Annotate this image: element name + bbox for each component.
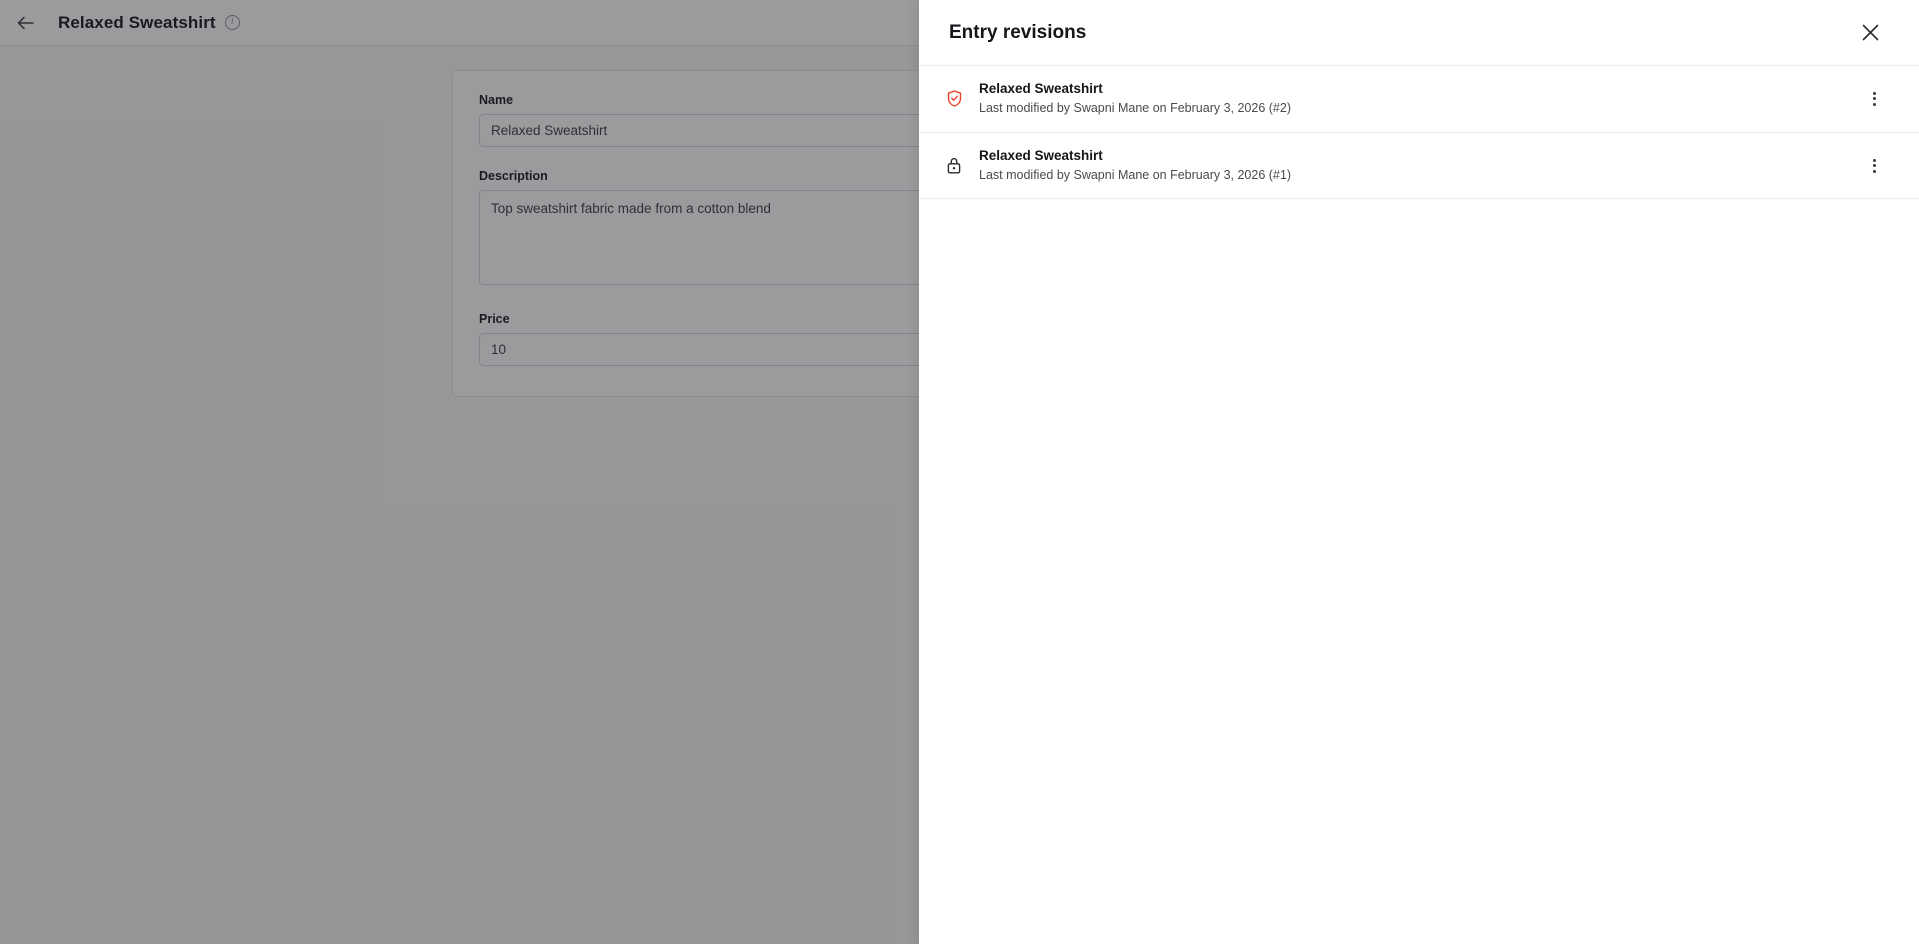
revision-list-item[interactable] — [919, 133, 1919, 200]
info-icon[interactable]: i — [225, 15, 240, 30]
shield-check-icon — [947, 90, 975, 107]
kebab-menu-icon[interactable] — [1863, 155, 1885, 177]
field-label-name: Name — [479, 93, 514, 107]
revision-meta: Last modified by Swapni Mane on February 3, 2026 (#1) — [979, 167, 1291, 182]
revision-list — [919, 66, 1919, 944]
field-label-description: Description — [479, 169, 548, 183]
page-title: Relaxed Sweatshirt — [58, 12, 216, 32]
revision-text — [975, 80, 1863, 118]
revision-list-item[interactable] — [919, 66, 1919, 133]
drawer-header — [919, 0, 1919, 66]
revision-title: Relaxed Sweatshirt — [979, 81, 1103, 96]
kebab-menu-icon[interactable] — [1863, 88, 1885, 110]
revision-meta: Last modified by Swapni Mane on February 3, 2026 (#2) — [979, 101, 1291, 116]
drawer-title: Entry revisions — [949, 21, 1087, 43]
revision-title: Relaxed Sweatshirt — [979, 147, 1103, 163]
close-icon[interactable] — [1857, 20, 1883, 46]
lock-icon — [947, 157, 975, 174]
entry-revisions-drawer — [919, 0, 1919, 944]
field-label-price: Price — [479, 312, 510, 326]
revision-text — [975, 147, 1863, 185]
